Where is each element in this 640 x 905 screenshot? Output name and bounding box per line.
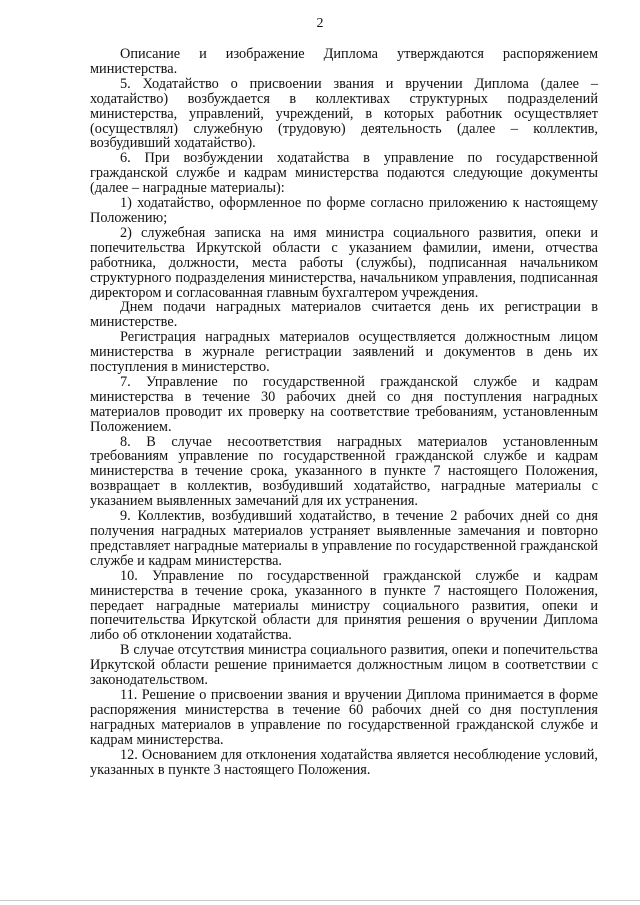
paragraph-diploma-description: Описание и изображение Диплома утверждаются распоряжением министерства. (90, 46, 598, 77)
paragraph-item-6: 6. При возбуждении ходатайства в управление по государственной гражданской службе и кадрам министерства подаются следующие документы (далее – наградные материалы): (90, 150, 598, 197)
document-body (90, 47, 598, 777)
paragraph-item-8: 8. В случае несоответствия наградных материалов установленным требованиям управление по государственной гражданской службе и кадрам министерства в течение срока, указанного в пункте 7 настоящего Положения, возвращает в коллектив, возбудивший ходатайство, наградные материалы с указанием выявленных замечаний для их устранения. (90, 433, 598, 510)
paragraph-item-7: 7. Управление по государственной гражданской службе и кадрам министерства в течение 30 рабочих дней со дня поступления наградных материалов проводит их проверку на соответствие требованиям, установленным Положением. (90, 373, 598, 435)
paragraph-submission-day: Днем подачи наградных материалов считается день их регистрации в министерстве. (90, 299, 598, 331)
paragraph-item-11: 11. Решение о присвоении звания и вручении Диплома принимается в форме распоряжения министерства в течение 60 рабочих дней со дня поступления наградных материалов в управление по государственной гражданской службе и кадрам министерства. (90, 686, 598, 748)
paragraph-registration: Регистрация наградных материалов осуществляется должностным лицом министерства в журнале регистрации заявлений и документов в день их поступления в министерство. (90, 329, 598, 376)
paragraph-item-9: 9. Коллектив, возбудивший ходатайство, в течение 2 рабочих дней со дня получения наградных материалов устраняет выявленные замечания и повторно представляет наградные материалы в управление по государственной гражданской службе и кадрам министерства. (90, 508, 598, 569)
paragraph-item-6-sub-2: 2) служебная записка на имя министра социального развития, опеки и попечительства Иркутской области с указанием фамилии, имени, отчества работника, должности, места работы (службы), подписанная начальником структурного подразделения министерства, начальником управления, подписанная директором и согласованная главным бухгалтером учреждения. (90, 224, 598, 301)
paragraph-item-5: 5. Ходатайство о присвоении звания и вручении Диплома (далее – ходатайство) возбуждается в коллективах структурных подразделений министерства, управлений, учреждений, в которых работник осуществляет (осуществлял) служебную (трудовую) деятельность (далее – коллектив, возбудивший ходатайство). (90, 75, 598, 152)
page-bottom-edge (0, 900, 640, 901)
paragraph-item-10: 10. Управление по государственной гражданской службе и кадрам министерства в течение срока, указанного в пункте 7 настоящего Положения, передает наградные материалы министру социального развития, опеки и попечительства Иркутской области для принятия решения о вручении Диплома либо об отклонении ходатайства. (90, 567, 598, 644)
page-number: 2 (316, 16, 324, 31)
paragraph-item-6-sub-1: 1) ходатайство, оформленное по форме согласно приложению к настоящему Положению; (90, 195, 598, 226)
paragraph-item-12: 12. Основанием для отклонения ходатайства является несоблюдение условий, указанных в пункте 3 настоящего Положения. (90, 746, 598, 778)
paragraph-minister-absence: В случае отсутствия министра социального развития, опеки и попечительства Иркутской области решение принимается должностным лицом в соответствии с законодательством. (90, 642, 598, 689)
